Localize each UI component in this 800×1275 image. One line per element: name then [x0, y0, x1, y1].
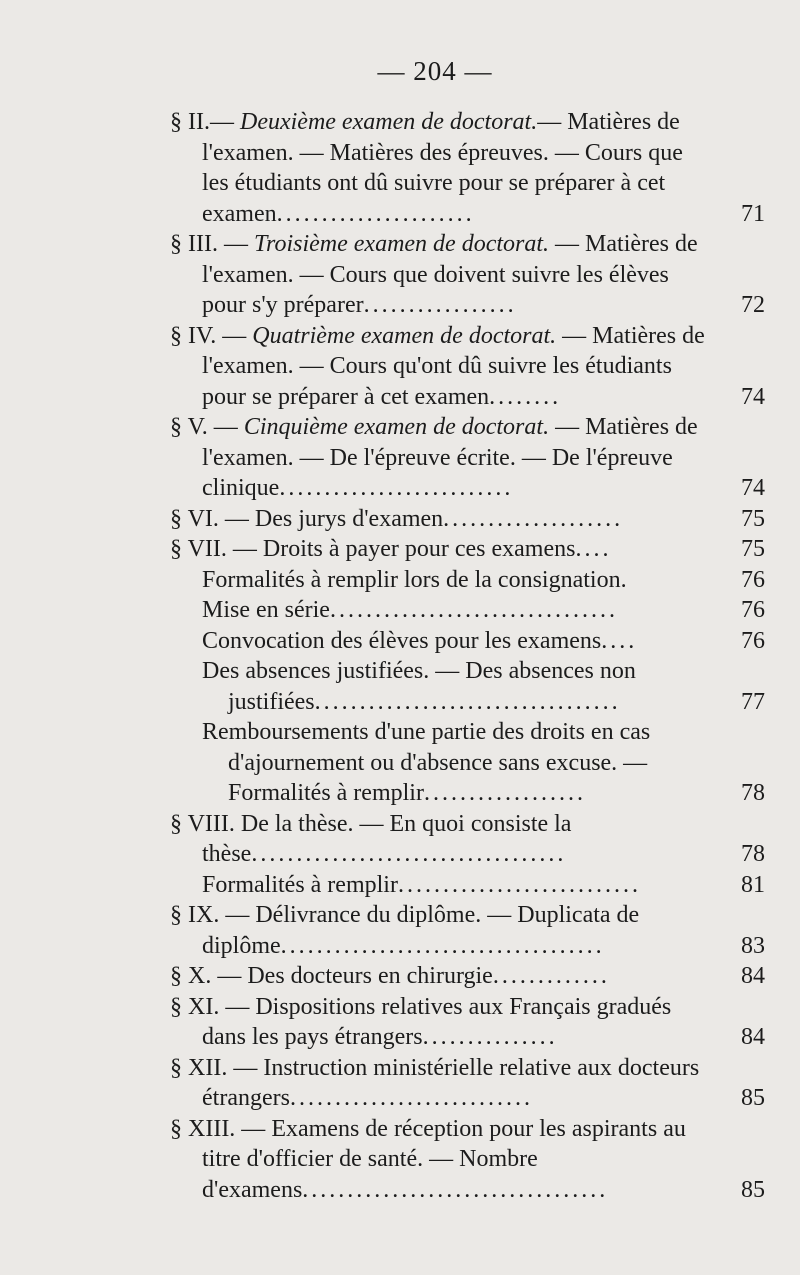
toc-entry-text [202, 567, 677, 593]
toc-entry [170, 504, 765, 535]
toc-entry-dots: .......................... [279, 475, 514, 501]
toc-entry-post: — Matières de l'examen. — Cours que doivent suivre les élèves pour s'y préparer [202, 231, 698, 318]
toc-entry-pre: § V. — [170, 414, 244, 440]
toc-entry-text [170, 536, 661, 562]
toc-entry-page: 78 [741, 780, 765, 806]
toc-entry [170, 565, 765, 596]
toc-entry-pre: § XI. — [170, 993, 256, 1020]
toc-entry-post: — Matières de l'examen. — Cours qu'ont dû suivre les étudiants pour se préparer à cet examen [202, 322, 705, 410]
toc-entry [170, 717, 765, 809]
toc-entry-post: Convocation des élèves pour les examens [202, 627, 602, 654]
toc-entry-text [170, 109, 683, 227]
toc-entry-page: 76 [741, 566, 765, 593]
toc-entry-post: Mise en série [202, 597, 330, 623]
toc-entry-post: Des absences justifiées. — Des absences non justifiées [202, 658, 636, 715]
toc-entry-page: 84 [741, 963, 765, 989]
toc-entry-page: 85 [741, 1176, 765, 1203]
toc-entry-pre: § IX. — [170, 902, 256, 928]
toc-entry-dots: ........................... [289, 1085, 533, 1111]
toc-entry-text [170, 414, 698, 501]
toc-entry-dots: .................... [443, 505, 624, 532]
toc-entry-ital: Quatrième examen de doctorat. [252, 322, 557, 349]
toc-entry-post: Examens de réception pour les aspirants au titre d'officier de santé. — Nombre d'examens [202, 1115, 686, 1203]
toc-entry-page: 83 [741, 932, 765, 959]
page-number: — 204 — [377, 56, 493, 86]
toc-entry-dots: .................. [423, 780, 586, 806]
toc-entry-dots: ........ [489, 383, 562, 410]
toc-entry-pre: § VI. — [170, 505, 255, 532]
toc-entry-post: Des jurys d'examen [254, 505, 444, 532]
toc-entry-page: 84 [741, 1024, 765, 1050]
toc-entry-page: 71 [741, 200, 765, 227]
toc-entry-text [170, 231, 698, 318]
toc-entry-text [202, 719, 650, 806]
toc-entry [170, 595, 765, 626]
toc-entry-page: 75 [741, 536, 765, 562]
toc-entry-post: Délivrance du diplôme. — Duplicata de diplôme [202, 902, 640, 959]
toc-entry-page: 72 [741, 292, 765, 318]
toc-entry-page: 74 [741, 383, 765, 410]
toc-entry [170, 321, 765, 413]
toc-entry-page: 76 [741, 597, 765, 623]
toc-entry-pre: § VII. — [170, 536, 263, 562]
toc-entry-text [170, 902, 655, 959]
toc-entry [170, 626, 765, 657]
toc-entry-dots: .... [575, 536, 612, 562]
toc-entry [170, 961, 765, 992]
toc-entry [170, 656, 765, 717]
toc-entry-dots: .................................. [314, 688, 621, 715]
toc-entry-text [170, 994, 671, 1051]
toc-entry-text [202, 628, 687, 654]
toc-entry [170, 992, 765, 1053]
toc-entry-page: 76 [741, 627, 765, 654]
toc-entry-pre: § X. — [170, 963, 248, 989]
toc-entry-page: 74 [741, 475, 765, 501]
toc-entry-post: Dispositions relatives aux Français gradués dans les pays étrangers [202, 993, 672, 1050]
toc-entry-dots: ........................... [397, 871, 641, 898]
table-of-contents [170, 107, 765, 1205]
toc-entry-dots: ................................... [251, 841, 567, 867]
toc-entry-page: 78 [741, 841, 765, 867]
toc-entry-post: — Matières de l'examen. — Matières des épreuves. — Cours que les étudiants ont dû suivre pour se préparer à cet examen [202, 109, 683, 227]
toc-entry-dots: ................................ [329, 597, 618, 623]
toc-entry-dots: .... [601, 627, 638, 654]
toc-entry-pre: § IV. — [170, 322, 253, 349]
toc-entry [170, 870, 765, 901]
toc-entry-text [170, 963, 660, 989]
toc-entry-pre: § III. — [170, 231, 254, 257]
toc-entry-dots: ............. [492, 963, 610, 989]
toc-entry-post: Droits à payer pour ces examens [262, 536, 576, 562]
toc-entry-text [170, 323, 705, 410]
toc-entry [170, 229, 765, 321]
toc-entry-post: Formalités à remplir [202, 871, 398, 898]
toc-entry-post: Formalités à remplir lors de la consignation. [202, 566, 627, 593]
toc-entry-pre: § XIII. — [170, 1115, 272, 1142]
toc-entry-ital: Troisième examen de doctorat. [253, 231, 550, 257]
toc-entry [170, 1114, 765, 1206]
toc-entry-text [202, 658, 671, 715]
toc-entry [170, 1053, 765, 1114]
toc-entry-post: De la thèse. — En quoi consiste la thèse [202, 810, 572, 867]
toc-entry-post: Remboursements d'une partie des droits en cas d'ajournement ou d'absence sans excuse. — Formalités à remplir [202, 719, 651, 806]
toc-entry-text [170, 506, 673, 532]
toc-entry-post: Instruction ministérielle relative aux docteurs étrangers [202, 1054, 700, 1111]
toc-entry-post: Des docteurs en chirurgie [247, 963, 493, 989]
toc-entry-dots: ................. [363, 292, 517, 318]
toc-entry [170, 412, 765, 504]
toc-entry-pre: § II.— [170, 109, 240, 135]
toc-entry-page: 77 [741, 688, 765, 715]
toc-entry-page: 85 [741, 1085, 765, 1111]
toc-entry-text [170, 811, 616, 868]
toc-entry-page: 75 [741, 505, 765, 532]
toc-entry-dots: ...................... [276, 200, 475, 227]
toc-entry [170, 900, 765, 961]
toc-entry-dots: ............... [422, 1024, 558, 1050]
toc-entry-text [170, 1055, 699, 1112]
toc-entry-dots: .................................... [280, 932, 605, 959]
toc-entry [170, 107, 765, 229]
toc-entry [170, 534, 765, 565]
toc-entry-dots: .................................. [302, 1176, 609, 1203]
toc-entry-ital: Deuxième examen de doctorat. [239, 109, 538, 135]
toc-entry-pre: § VIII. [170, 810, 241, 837]
toc-entry-pre: § XII. — [170, 1054, 264, 1081]
toc-entry-post: — Matières de l'examen. — De l'épreuve écrite. — De l'épreuve clinique [202, 414, 698, 501]
toc-entry-page: 81 [741, 871, 765, 898]
toc-entry-text [202, 872, 691, 898]
toc-entry [170, 809, 765, 870]
toc-entry-text [170, 1116, 686, 1203]
toc-entry-ital: Cinquième examen de doctorat. [243, 414, 550, 440]
toc-entry-text [202, 597, 668, 623]
